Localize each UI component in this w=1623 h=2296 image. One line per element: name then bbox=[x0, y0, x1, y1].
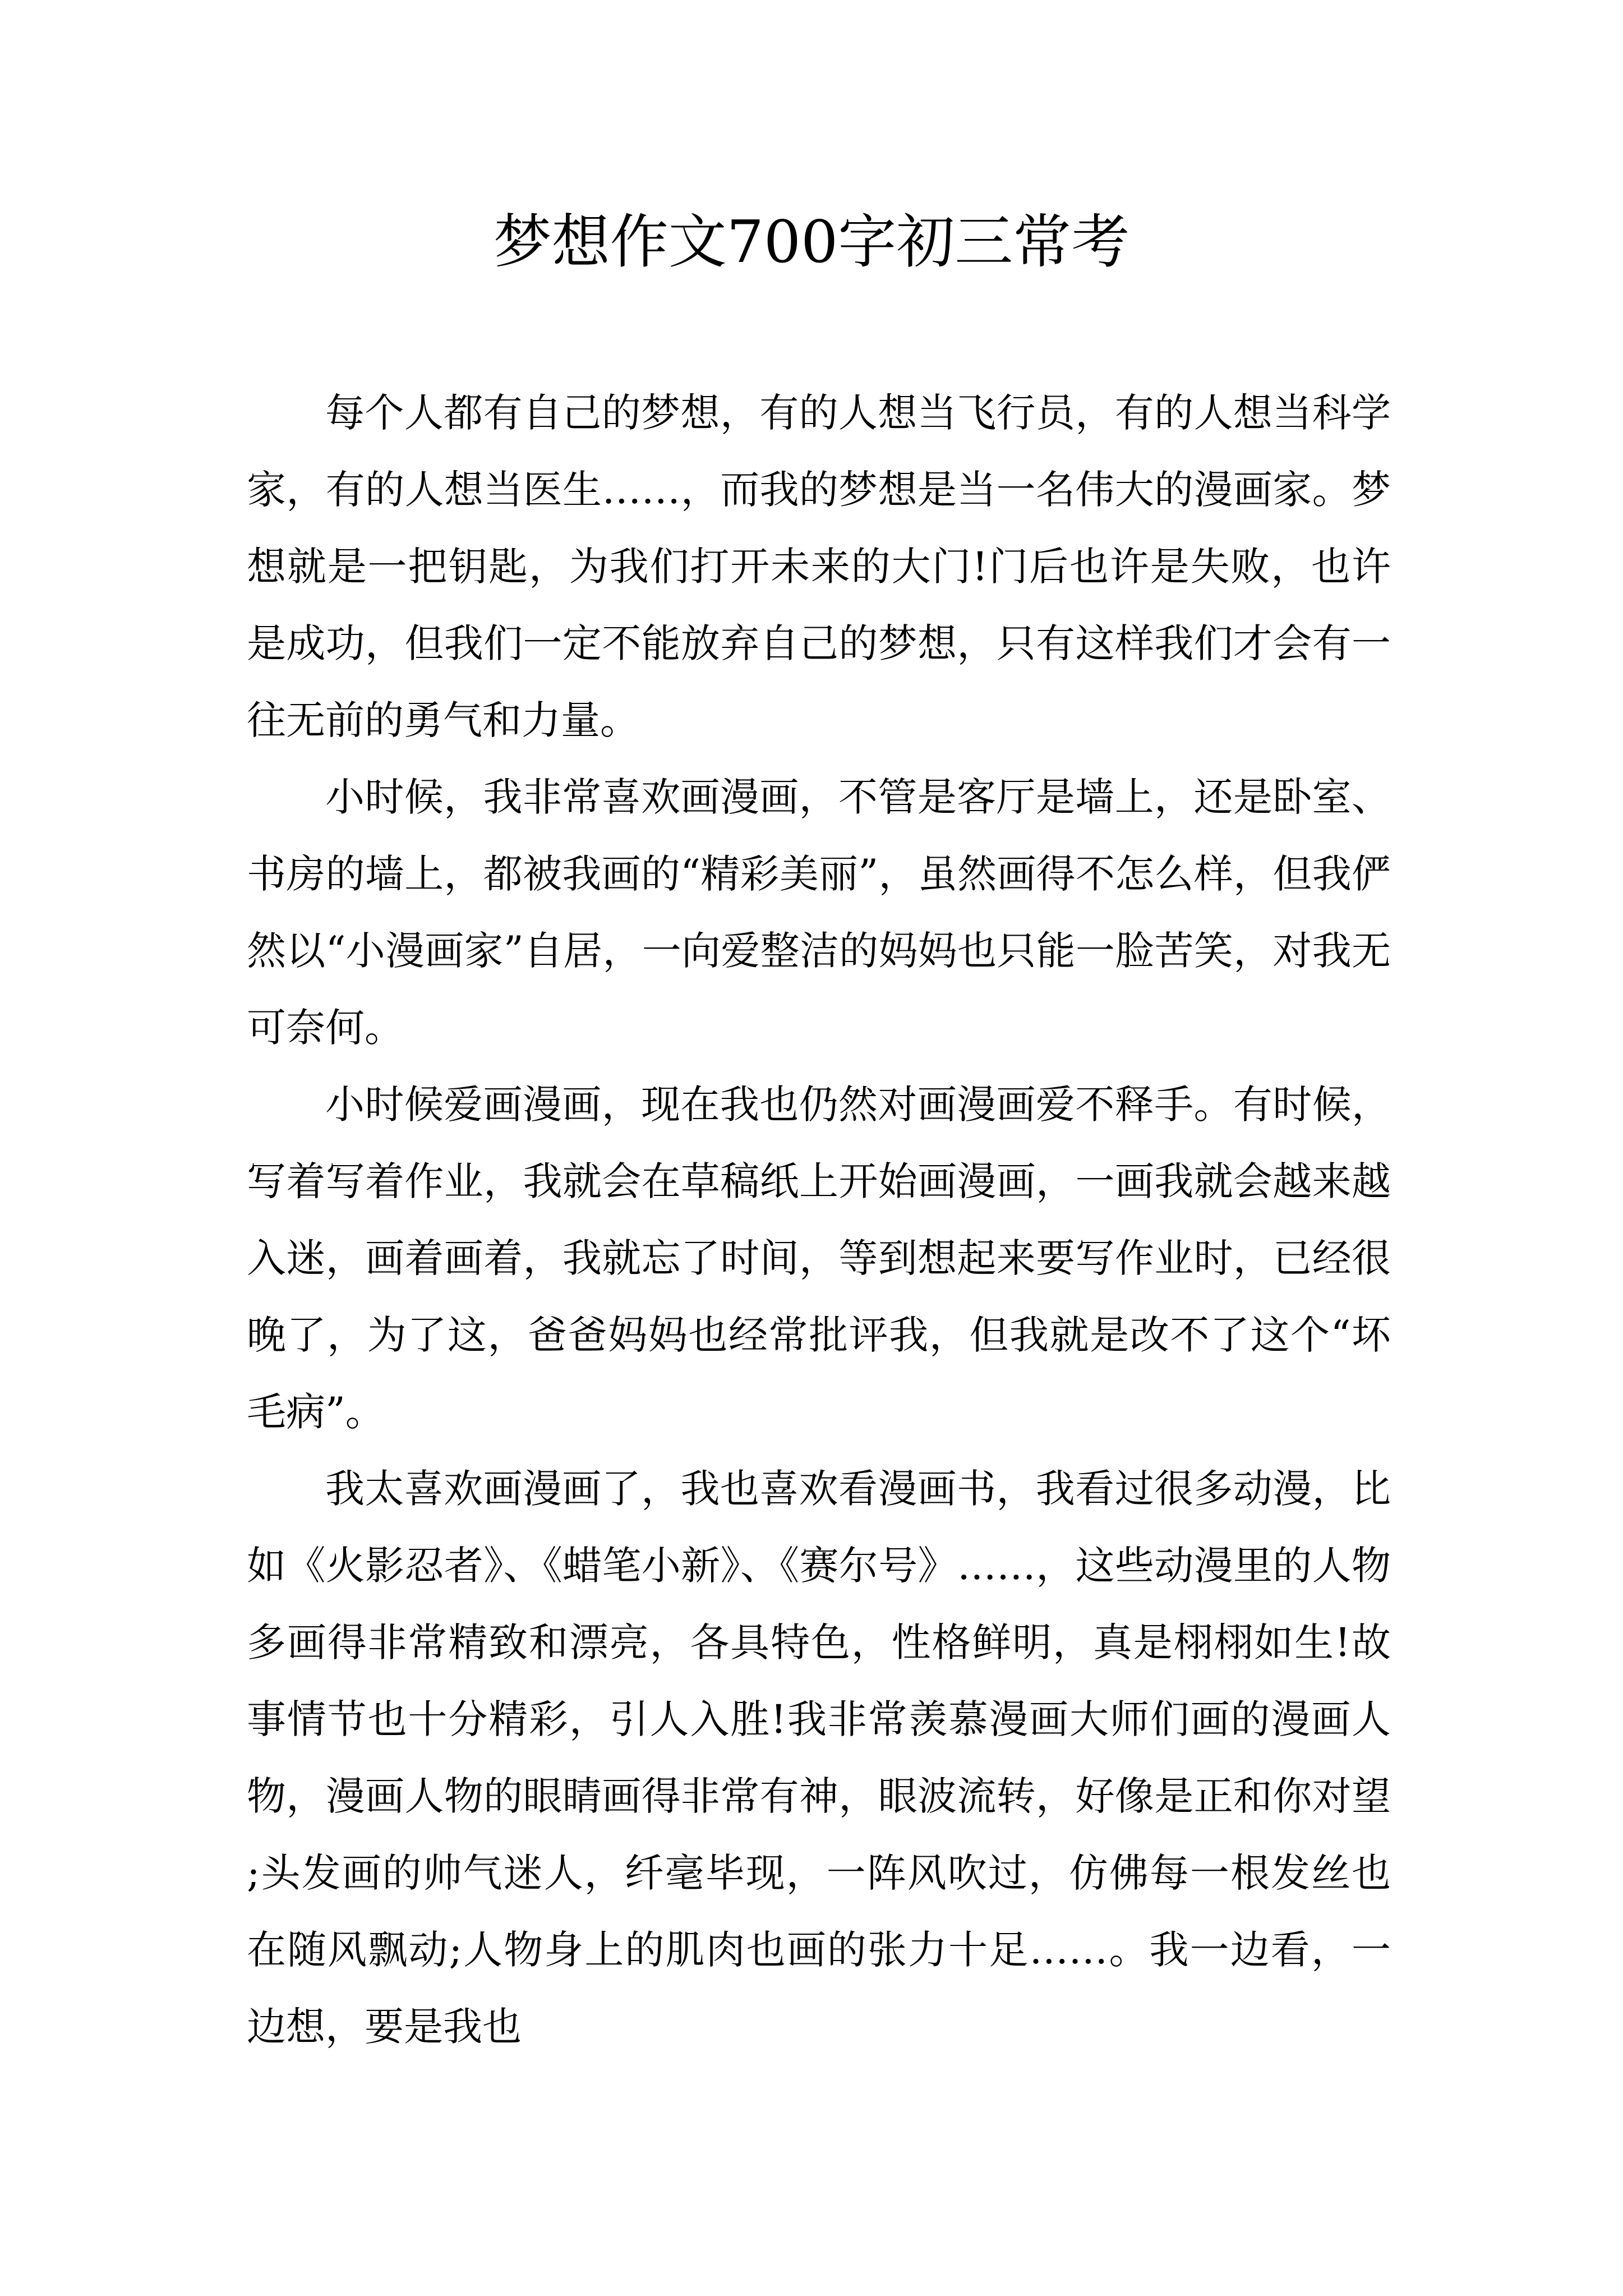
paragraph: 每个人都有自己的梦想，有的人想当飞行员，有的人想当科学家，有的人想当医生……，而我的梦想是当一名伟大的漫画家。梦想就是一把钥匙，为我们打开未来的大门!门后也许是失败，也许是成功，但我们一定不能放弃自己的梦想，只有这样我们才会有一往无前的勇气和力量。 bbox=[247, 390, 1391, 743]
paragraph: 小时候，我非常喜欢画漫画，不管是客厅是墙上，还是卧室、书房的墙上，都被我画的“精彩美丽”，虽然画得不怎么样，但我俨然以“小漫画家”自居，一向爱整洁的妈妈也只能一脸苦笑，对我无可奈何。 bbox=[247, 774, 1391, 1051]
paragraph: 我太喜欢画漫画了，我也喜欢看漫画书，我看过很多动漫，比如《火影忍者》、《蜡笔小新》、《赛尔号》……，这些动漫里的人物多画得非常精致和漂亮，各具特色，性格鲜明，真是栩栩如生!故事情节也十分精彩，引人入胜!我非常羡慕漫画大师们画的漫画人物，漫画人物的眼睛画得非常有神，眼波流转，好像是正和你对望;头发画的帅气迷人，纤毫毕现，一阵风吹过，仿佛每一根发丝也在随风飘动;人物身上的肌肉也画的张力十足……。我一边看，一边想，要是我也 bbox=[247, 1466, 1391, 2050]
document-title: 梦想作文700字初三常考 bbox=[493, 208, 1130, 276]
document-body bbox=[247, 375, 1391, 2065]
paragraph: 小时候爱画漫画，现在我也仍然对画漫画爱不释手。有时候，写着写着作业，我就会在草稿纸上开始画漫画，一画我就会越来越入迷，画着画着，我就忘了时间，等到想起来要写作业时，已经很晚了，为了这，爸爸妈妈也经常批评我，但我就是改不了这个“坏毛病”。 bbox=[247, 1082, 1391, 1435]
